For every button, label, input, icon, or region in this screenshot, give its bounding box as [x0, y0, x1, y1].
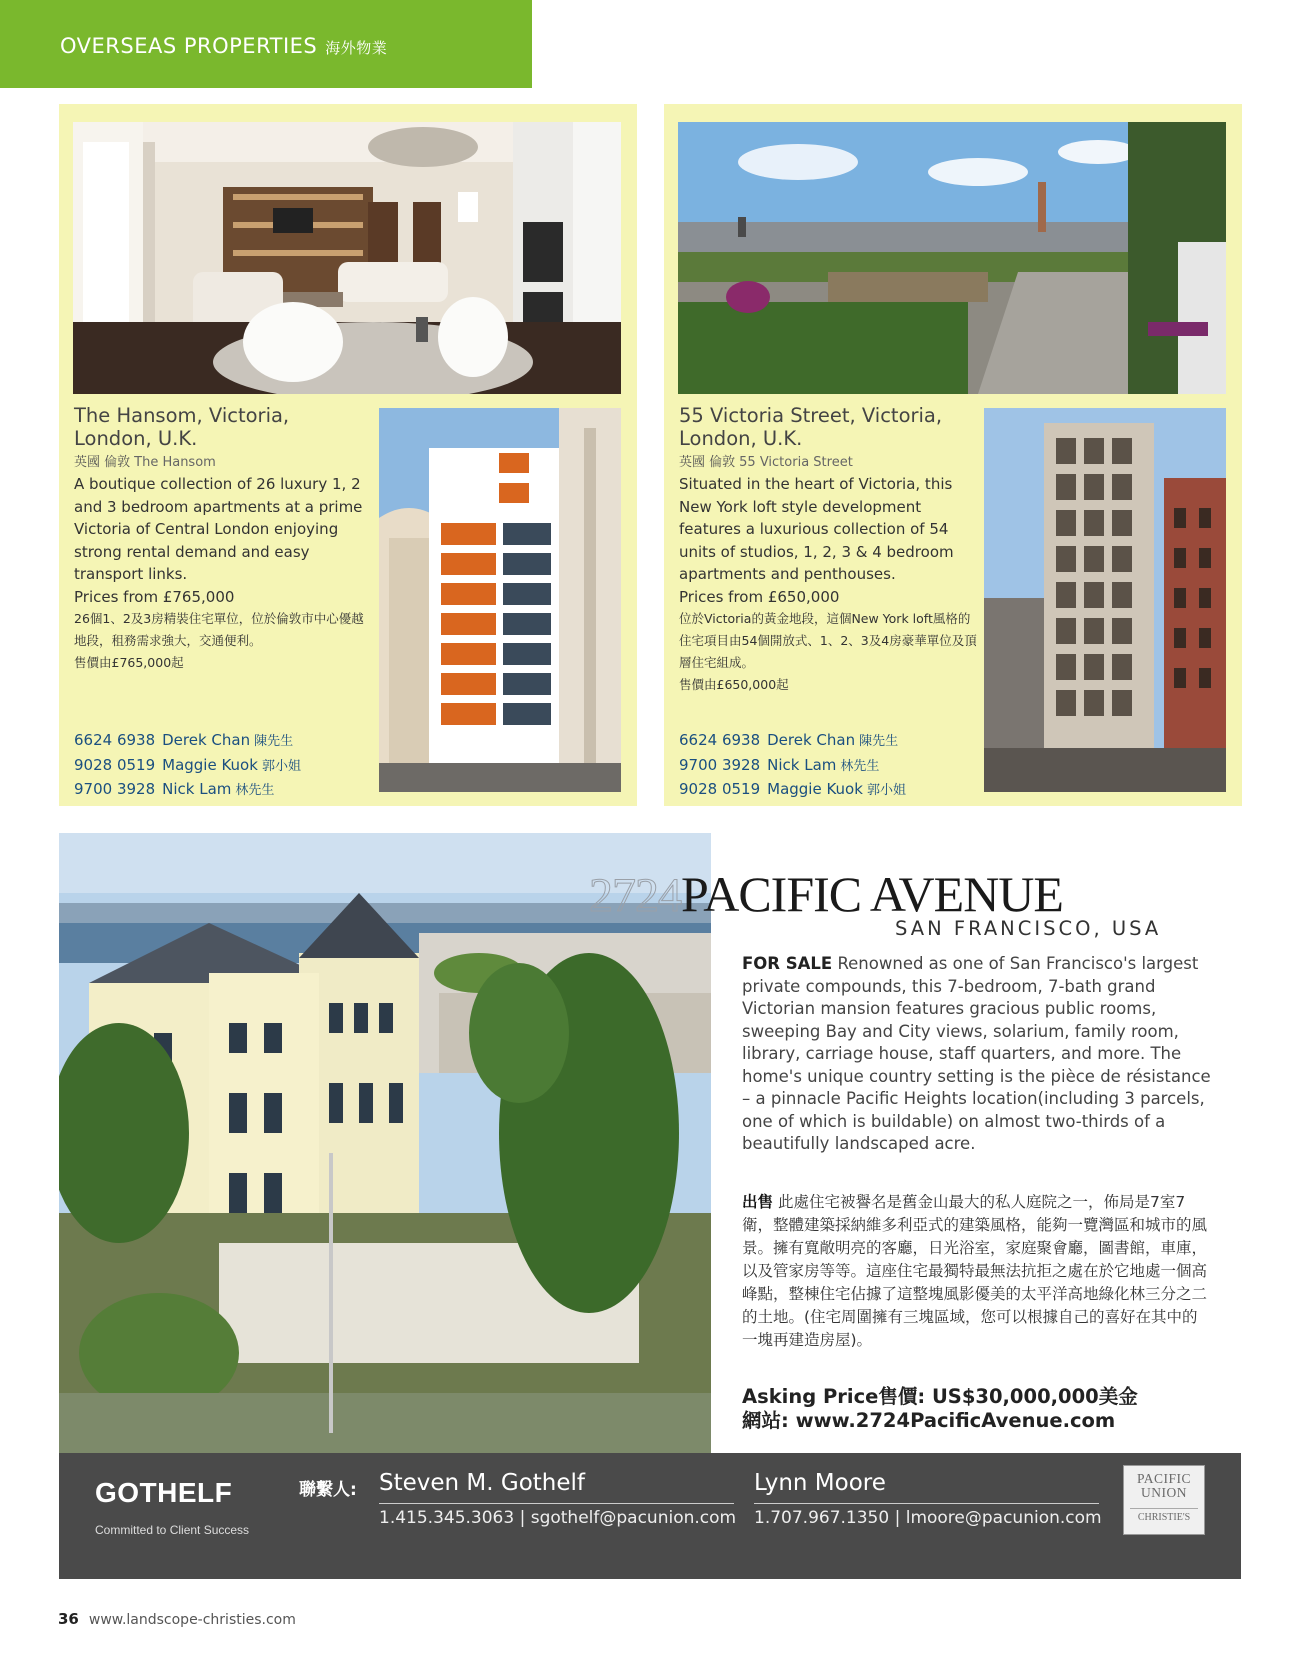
listing-price: Prices from £765,000 [74, 587, 235, 606]
contact-name: Derek Chan [162, 731, 251, 749]
listing-price: Prices from £650,000 [679, 587, 840, 606]
victoria-rooftop-photo [678, 122, 1226, 394]
listing-card-hansom [59, 104, 637, 806]
agent-name: Lynn Moore [754, 1467, 1099, 1504]
listing-subtitle [679, 452, 979, 473]
page-footer [58, 1610, 296, 1628]
contact-name: Nick Lam [767, 755, 837, 774]
contact-name: Maggie Kuok [767, 780, 863, 798]
victoria-text-block [679, 404, 979, 696]
listing-title [74, 404, 374, 450]
ad-title [589, 865, 1289, 923]
ad-contact-bar [59, 1453, 1241, 1579]
contact-name-zh: 郭小姐 [866, 783, 906, 798]
listing-description: Situated in the heart of Victoria, this New York loft style development features a luxurious collection of 54 units of studios, 1, 2, 3 & 4 bedroom apartments and penthouses. [679, 475, 954, 583]
gothelf-logo [95, 1471, 265, 1551]
ad-title-number: 2724 [589, 869, 681, 922]
ad-description-zh [742, 1191, 1212, 1352]
listing-subtitle-zh: 英國 倫敦 [679, 455, 736, 470]
ad-asking-price: Asking Price售價: US$30,000,000美金 [742, 1385, 1138, 1408]
contact-name-zh: 郭小姐 [261, 758, 301, 774]
ad-website-link[interactable]: 網站: www.2724PacificAvenue.com [742, 1409, 1116, 1432]
contact-phone[interactable]: 6624 6938 [74, 731, 156, 749]
listing-title-line2: London, U.K. [679, 427, 803, 450]
ad-location: SAN FRANCISCO, USA [895, 917, 1162, 940]
contact-name: Maggie Kuok [162, 755, 258, 774]
listing-card-55-victoria [664, 104, 1242, 806]
listing-price-zh: 售價由£765,000起 [74, 655, 184, 670]
pacific-union-logo-line3: CHRISTIE'S [1130, 1508, 1198, 1524]
agent-contact[interactable]: 1.415.345.3063 | sgothelf@pacunion.com [379, 1508, 737, 1528]
listing-price-zh: 售價由£650,000起 [679, 677, 789, 692]
contact-row[interactable] [74, 778, 374, 803]
contact-phone[interactable]: 9700 3928 [679, 755, 761, 774]
contact-name: Nick Lam [162, 780, 232, 798]
section-title-zh: 海外物業 [325, 39, 388, 57]
section-header-band [0, 0, 532, 88]
pacific-union-logo-line1: PACIFIC [1136, 1471, 1192, 1486]
listing-title-line2: London, U.K. [74, 427, 198, 450]
hansom-interior-photo [73, 122, 621, 394]
contact-label: 聯繫人: [299, 1480, 357, 1500]
contact-name: Derek Chan [767, 731, 856, 749]
pacific-union-logo-line2: UNION [1141, 1485, 1187, 1500]
victoria-building-photo [984, 408, 1226, 792]
contact-phone[interactable]: 6624 6938 [679, 731, 761, 749]
contact-name-zh: 陳先生 [254, 734, 294, 749]
contact-name-zh: 林先生 [235, 783, 275, 798]
ad-description [742, 953, 1212, 1156]
listing-title-line1: 55 Victoria Street, Victoria, [679, 404, 943, 427]
agent-contact[interactable]: 1.707.967.1350 | lmoore@pacunion.com [754, 1508, 1102, 1528]
contact-row[interactable] [74, 729, 374, 754]
ad-description-zh-text: 此處住宅被譽名是舊金山最大的私人庭院之一，佈局是7室7衛，整體建築採納維多利亞式的建築風格，能夠一覽灣區和城市的風景。擁有寬敞明亮的客廳，日光浴室，家庭聚會廳，圖書館，車庫，以及管家房等等。這座住宅最獨特最無法抗拒之處在於它地處一個高峰點，整棟住宅佔據了這整塊風影優美的太平洋高地綠化林三分之二的土地。(住宅周圍擁有三塊區域，您可以根據自己的喜好在其中的一塊再建造房屋)。 [742, 1193, 1208, 1349]
contact-phone[interactable]: 9700 3928 [74, 780, 156, 798]
listing-description: A boutique collection of 26 luxury 1, 2 and 3 bedroom apartments at a prime Victoria of Central London enjoying strong rental demand and easy transport links. [74, 475, 363, 583]
listing-description-zh: 位於Victoria的黃金地段，這個New York loft風格的住宅項目由54個開放式、1、2、3及4房豪華單位及頂層住宅組成。 [679, 611, 977, 670]
listing-title-line1: The Hansom, Victoria, [74, 404, 290, 427]
hansom-text-block [74, 404, 374, 674]
agent-card [754, 1467, 1102, 1532]
listing-contacts [74, 729, 374, 803]
contact-row[interactable] [679, 729, 979, 754]
for-sale-label: FOR SALE [742, 954, 833, 973]
contact-row[interactable] [679, 754, 979, 779]
listing-subtitle-en: 55 Victoria Street [739, 455, 853, 470]
listing-title [679, 404, 979, 450]
ad-description-text: Renowned as one of San Francisco's largest private compounds, this 7-bedroom, 7-bath grand Victorian mansion features gracious public rooms, sweeping Bay and City views, solarium, family room, library, carriage house, staff quarters, and more. The home's unique country setting is the pièce de résistance – a pinnacle Pacific Heights location(including 3 parcels, one of which is buildable) on almost two-thirds of a beautifully landscaped acre. [742, 954, 1211, 1153]
contact-row[interactable] [74, 754, 374, 779]
section-title [60, 34, 387, 58]
listing-subtitle-en: The Hansom [134, 455, 216, 470]
contact-phone[interactable]: 9028 0519 [74, 755, 156, 774]
footer-url[interactable]: www.landscope-christies.com [88, 1612, 296, 1628]
contact-row[interactable] [679, 778, 979, 803]
listing-subtitle [74, 452, 374, 473]
pacific-avenue-ad [59, 833, 1241, 1579]
for-sale-label-zh: 出售 [742, 1193, 774, 1211]
contact-phone[interactable]: 9028 0519 [679, 780, 761, 798]
contact-name-zh: 陳先生 [859, 734, 899, 749]
contact-name-zh: 林先生 [840, 758, 880, 774]
listing-subtitle-zh: 英國 倫敦 [74, 455, 131, 470]
section-title-en: OVERSEAS PROPERTIES [60, 34, 318, 58]
agent-name: Steven M. Gothelf [379, 1467, 734, 1504]
mansion-photo [59, 833, 711, 1453]
gothelf-logo-tagline: Committed to Client Success [95, 1523, 250, 1537]
gothelf-logo-name: GOTHELF [95, 1477, 233, 1508]
agent-card [379, 1467, 736, 1532]
hansom-building-photo [379, 408, 621, 792]
page-number: 36 [58, 1610, 79, 1628]
pacific-union-christies-logo [1123, 1465, 1205, 1535]
listing-contacts [679, 729, 979, 803]
listing-description-zh: 26個1、2及3房精裝住宅單位，位於倫敦市中心優越地段，租務需求強大，交通便利。 [74, 611, 364, 648]
ad-title-name: PACIFIC AVENUE [681, 866, 1063, 922]
